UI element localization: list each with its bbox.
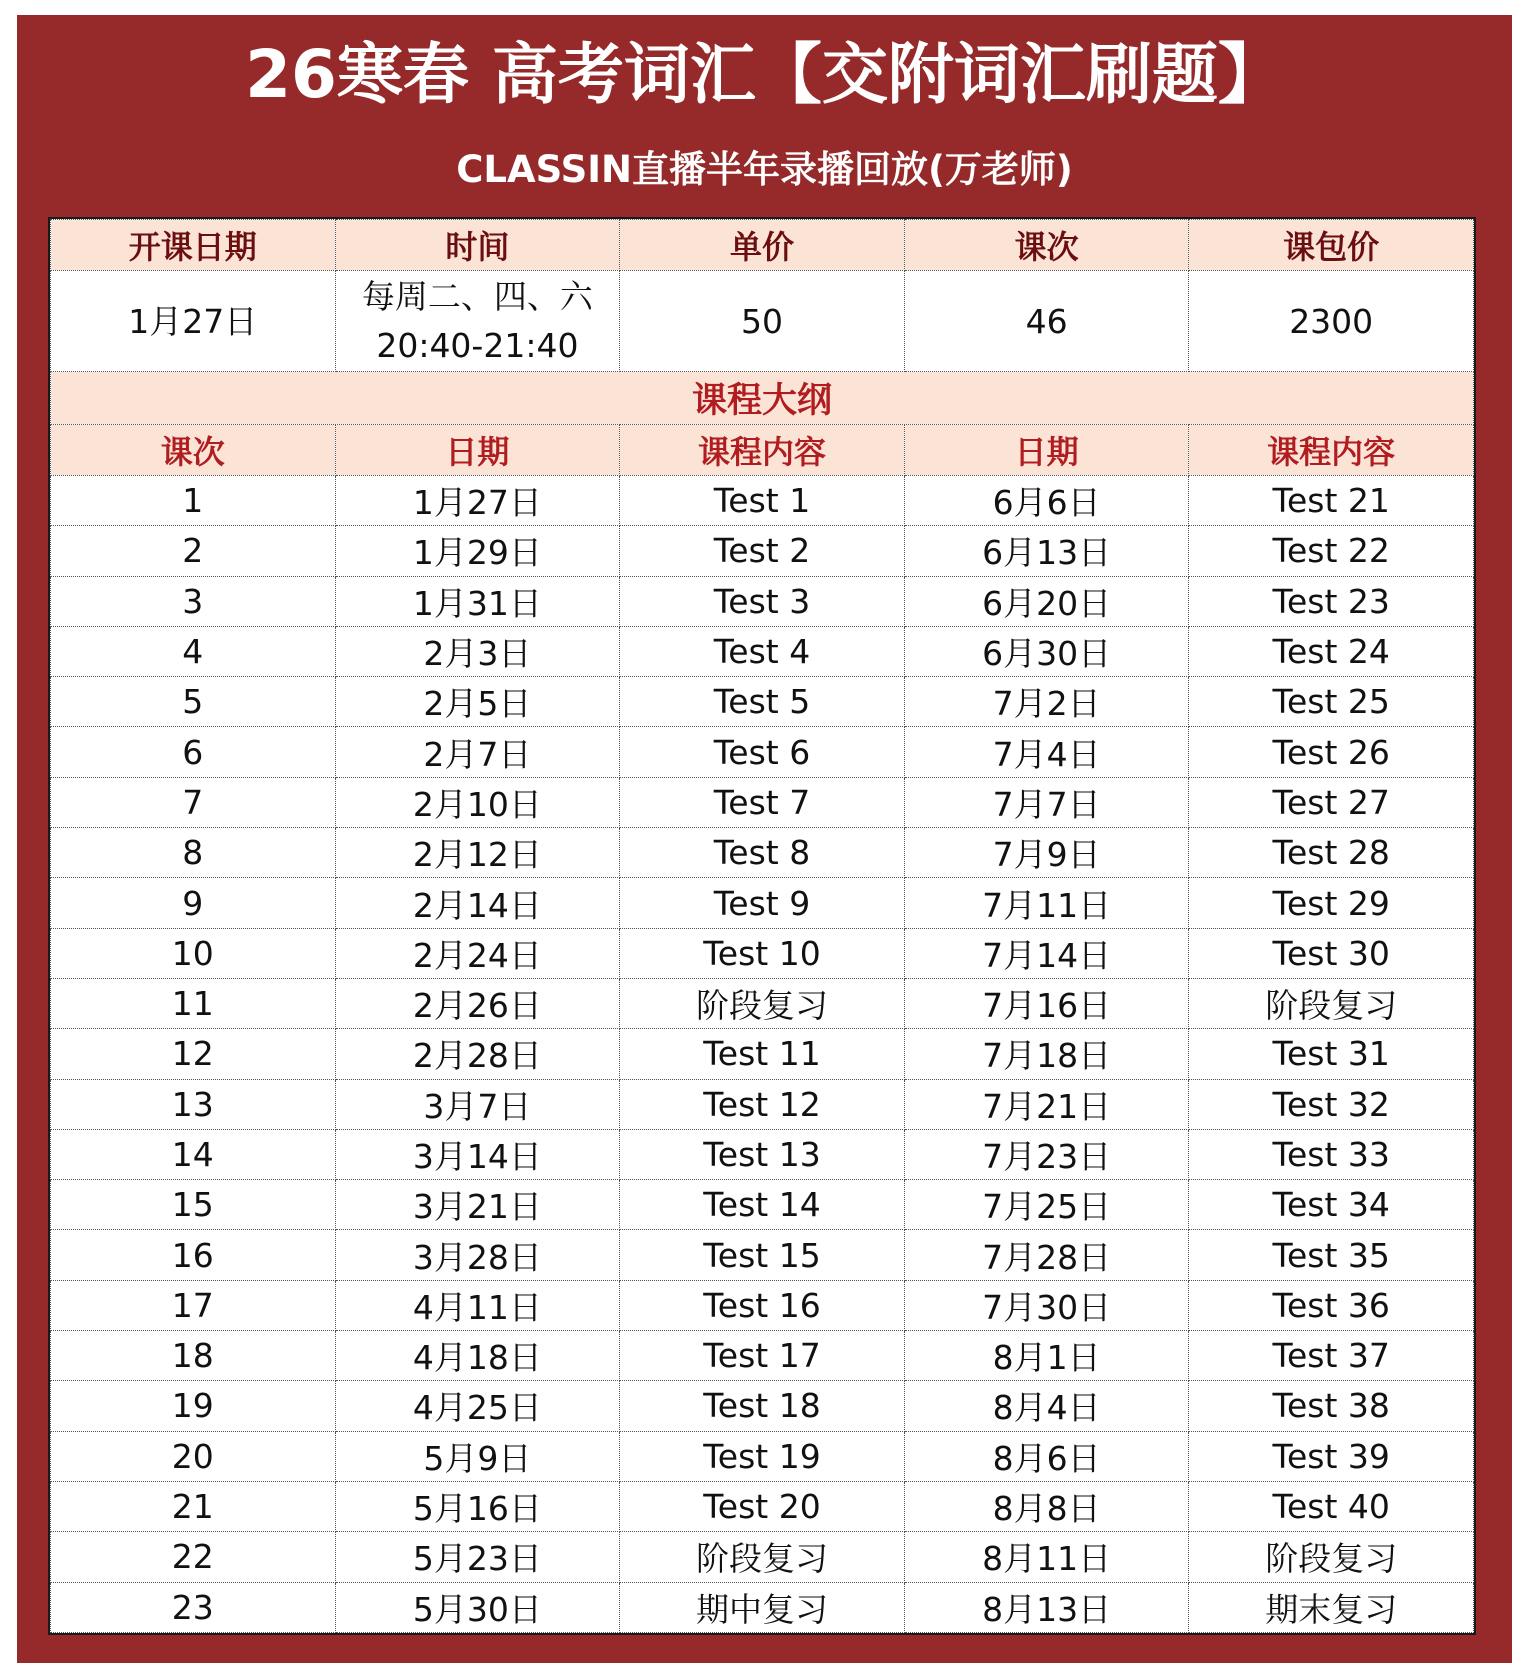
lesson-date: 2月14日 — [335, 878, 620, 928]
lesson-content: Test 7 — [620, 777, 905, 827]
lesson-number: 7 — [51, 777, 336, 827]
lesson-date: 2月3日 — [335, 626, 620, 676]
lesson-date: 7月7日 — [904, 777, 1189, 827]
section-title: 课程大纲 — [51, 372, 1474, 425]
lesson-date: 3月28日 — [335, 1230, 620, 1280]
lesson-number: 2 — [51, 526, 336, 576]
lesson-content: Test 13 — [620, 1129, 905, 1179]
lesson-number: 1 — [51, 476, 336, 526]
table-row — [51, 1180, 1474, 1230]
schedule-header: 日期 — [904, 425, 1189, 476]
lesson-number: 14 — [51, 1129, 336, 1179]
lesson-date: 7月16日 — [904, 978, 1189, 1028]
lesson-content: Test 4 — [620, 626, 905, 676]
lesson-content: Test 29 — [1189, 878, 1474, 928]
lesson-content: Test 20 — [620, 1481, 905, 1531]
lesson-content: Test 26 — [1189, 727, 1474, 777]
lesson-number: 11 — [51, 978, 336, 1028]
class-time — [335, 271, 620, 372]
table-row — [51, 878, 1474, 928]
table-row — [51, 1079, 1474, 1129]
lesson-content: Test 18 — [620, 1381, 905, 1431]
lesson-content: Test 34 — [1189, 1180, 1474, 1230]
page-title: 26寒春 高考词汇【交附词汇刷题】 — [245, 36, 1284, 113]
lesson-date: 7月23日 — [904, 1129, 1189, 1179]
lesson-content: Test 3 — [620, 576, 905, 626]
lesson-date: 7月21日 — [904, 1079, 1189, 1129]
table-row — [51, 727, 1474, 777]
lesson-date: 6月6日 — [904, 476, 1189, 526]
lesson-number: 12 — [51, 1029, 336, 1079]
lesson-content: Test 36 — [1189, 1280, 1474, 1330]
lesson-date: 2月7日 — [335, 727, 620, 777]
lesson-content: Test 17 — [620, 1331, 905, 1381]
lesson-date: 7月18日 — [904, 1029, 1189, 1079]
lesson-date: 2月26日 — [335, 978, 620, 1028]
schedule-header: 课次 — [51, 425, 336, 476]
lesson-number: 15 — [51, 1180, 336, 1230]
lesson-number: 16 — [51, 1230, 336, 1280]
lesson-content: 阶段复习 — [1189, 978, 1474, 1028]
table-row — [51, 928, 1474, 978]
lesson-content: Test 25 — [1189, 677, 1474, 727]
lesson-date: 7月2日 — [904, 677, 1189, 727]
lesson-content: Test 32 — [1189, 1079, 1474, 1129]
lesson-content: Test 10 — [620, 928, 905, 978]
table-row — [51, 777, 1474, 827]
lesson-number: 13 — [51, 1079, 336, 1129]
schedule-body — [51, 476, 1474, 1633]
lesson-date: 8月4日 — [904, 1381, 1189, 1431]
lesson-date: 2月28日 — [335, 1029, 620, 1079]
lesson-number: 22 — [51, 1532, 336, 1582]
lesson-date: 7月28日 — [904, 1230, 1189, 1280]
lesson-content: Test 27 — [1189, 777, 1474, 827]
lesson-number: 8 — [51, 828, 336, 878]
lesson-number: 9 — [51, 878, 336, 928]
lesson-content: Test 8 — [620, 828, 905, 878]
lesson-content: Test 1 — [620, 476, 905, 526]
lesson-number: 21 — [51, 1481, 336, 1531]
table-row — [51, 476, 1474, 526]
lesson-date: 3月7日 — [335, 1079, 620, 1129]
course-sheet — [48, 217, 1476, 1635]
table-row — [51, 677, 1474, 727]
lesson-date: 6月30日 — [904, 626, 1189, 676]
start-date: 1月27日 — [51, 271, 336, 372]
lesson-date: 4月25日 — [335, 1381, 620, 1431]
lesson-content: Test 12 — [620, 1079, 905, 1129]
lesson-content: Test 14 — [620, 1180, 905, 1230]
lesson-content: Test 6 — [620, 727, 905, 777]
lesson-date: 8月8日 — [904, 1481, 1189, 1531]
lesson-content: 期中复习 — [620, 1582, 905, 1632]
section-row — [51, 372, 1474, 425]
lesson-date: 8月13日 — [904, 1582, 1189, 1632]
lesson-content: Test 38 — [1189, 1381, 1474, 1431]
lesson-content: Test 39 — [1189, 1431, 1474, 1481]
lesson-content: Test 5 — [620, 677, 905, 727]
table-row — [51, 978, 1474, 1028]
table-row — [51, 1582, 1474, 1632]
lesson-date: 3月21日 — [335, 1180, 620, 1230]
lesson-content: Test 24 — [1189, 626, 1474, 676]
table-row — [51, 1029, 1474, 1079]
info-header: 课包价 — [1189, 220, 1474, 271]
lesson-date: 7月25日 — [904, 1180, 1189, 1230]
lesson-date: 2月24日 — [335, 928, 620, 978]
lesson-content: Test 37 — [1189, 1331, 1474, 1381]
lesson-number: 10 — [51, 928, 336, 978]
lesson-content: Test 31 — [1189, 1029, 1474, 1079]
course-table — [50, 219, 1474, 1633]
lesson-date: 6月20日 — [904, 576, 1189, 626]
unit-price: 50 — [620, 271, 905, 372]
lesson-date: 6月13日 — [904, 526, 1189, 576]
class-time-days: 每周二、四、六 — [361, 277, 593, 316]
table-row — [51, 1381, 1474, 1431]
class-time-hours: 20:40-21:40 — [376, 326, 579, 365]
lesson-date: 2月12日 — [335, 828, 620, 878]
lesson-content: Test 23 — [1189, 576, 1474, 626]
schedule-header: 课程内容 — [620, 425, 905, 476]
table-row — [51, 1481, 1474, 1531]
table-row — [51, 1230, 1474, 1280]
table-row — [51, 576, 1474, 626]
lesson-count: 46 — [904, 271, 1189, 372]
table-row — [51, 1129, 1474, 1179]
lesson-date: 7月30日 — [904, 1280, 1189, 1330]
lesson-content: Test 19 — [620, 1431, 905, 1481]
lesson-date: 8月1日 — [904, 1331, 1189, 1381]
package-price: 2300 — [1189, 271, 1474, 372]
lesson-date: 3月14日 — [335, 1129, 620, 1179]
lesson-number: 20 — [51, 1431, 336, 1481]
lesson-number: 4 — [51, 626, 336, 676]
info-header-row — [51, 220, 1474, 271]
lesson-number: 6 — [51, 727, 336, 777]
lesson-date: 4月11日 — [335, 1280, 620, 1330]
lesson-content: Test 9 — [620, 878, 905, 928]
lesson-date: 7月14日 — [904, 928, 1189, 978]
lesson-date: 8月6日 — [904, 1431, 1189, 1481]
table-row — [51, 526, 1474, 576]
lesson-date: 5月16日 — [335, 1481, 620, 1531]
lesson-date: 7月11日 — [904, 878, 1189, 928]
table-row — [51, 1280, 1474, 1330]
lesson-date: 5月23日 — [335, 1532, 620, 1582]
table-row — [51, 1532, 1474, 1582]
lesson-date: 2月10日 — [335, 777, 620, 827]
lesson-date: 4月18日 — [335, 1331, 620, 1381]
schedule-header-row — [51, 425, 1474, 476]
lesson-content: 阶段复习 — [620, 1532, 905, 1582]
table-row — [51, 828, 1474, 878]
info-header: 开课日期 — [51, 220, 336, 271]
lesson-content: 期末复习 — [1189, 1582, 1474, 1632]
lesson-content: 阶段复习 — [1189, 1532, 1474, 1582]
lesson-content: Test 30 — [1189, 928, 1474, 978]
lesson-number: 17 — [51, 1280, 336, 1330]
table-row — [51, 1431, 1474, 1481]
lesson-date: 7月9日 — [904, 828, 1189, 878]
lesson-content: Test 16 — [620, 1280, 905, 1330]
table-row — [51, 626, 1474, 676]
lesson-number: 23 — [51, 1582, 336, 1632]
lesson-number: 18 — [51, 1331, 336, 1381]
lesson-content: Test 11 — [620, 1029, 905, 1079]
lesson-date: 1月31日 — [335, 576, 620, 626]
page-subtitle: CLASSIN直播半年录播回放(万老师) — [456, 148, 1073, 191]
schedule-header: 课程内容 — [1189, 425, 1474, 476]
lesson-date: 1月27日 — [335, 476, 620, 526]
lesson-date: 5月9日 — [335, 1431, 620, 1481]
lesson-date: 2月5日 — [335, 677, 620, 727]
lesson-number: 5 — [51, 677, 336, 727]
table-row — [51, 1331, 1474, 1381]
lesson-date: 1月29日 — [335, 526, 620, 576]
lesson-number: 19 — [51, 1381, 336, 1431]
schedule-header: 日期 — [335, 425, 620, 476]
lesson-content: Test 28 — [1189, 828, 1474, 878]
lesson-content: Test 33 — [1189, 1129, 1474, 1179]
lesson-content: Test 40 — [1189, 1481, 1474, 1531]
info-header: 单价 — [620, 220, 905, 271]
info-header: 课次 — [904, 220, 1189, 271]
lesson-number: 3 — [51, 576, 336, 626]
lesson-content: Test 22 — [1189, 526, 1474, 576]
lesson-date: 8月11日 — [904, 1532, 1189, 1582]
lesson-content: Test 15 — [620, 1230, 905, 1280]
lesson-date: 7月4日 — [904, 727, 1189, 777]
info-value-row — [51, 271, 1474, 372]
lesson-content: Test 35 — [1189, 1230, 1474, 1280]
lesson-content: Test 2 — [620, 526, 905, 576]
lesson-content: 阶段复习 — [620, 978, 905, 1028]
lesson-date: 5月30日 — [335, 1582, 620, 1632]
info-header: 时间 — [335, 220, 620, 271]
lesson-content: Test 21 — [1189, 476, 1474, 526]
